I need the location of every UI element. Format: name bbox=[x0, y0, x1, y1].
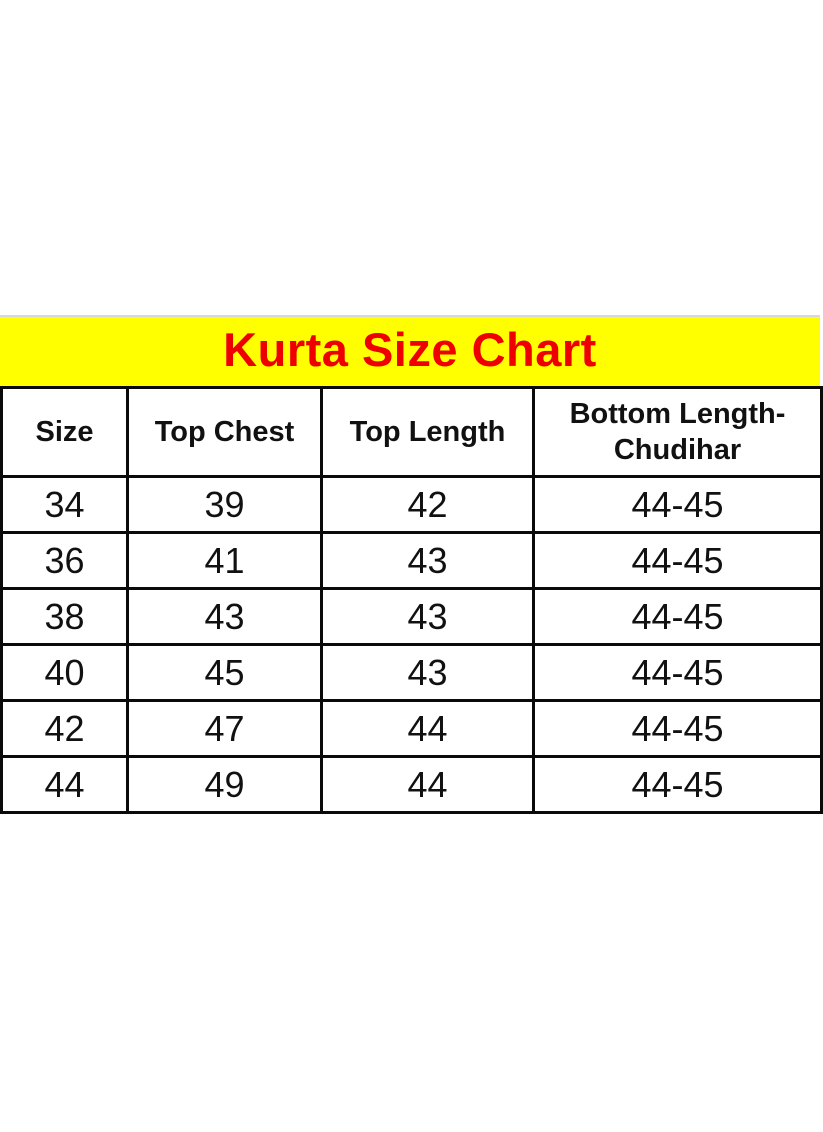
size-chart-image bbox=[0, 315, 820, 814]
cell-bottom-length: 44-45 bbox=[534, 477, 822, 533]
cell-top-length: 44 bbox=[322, 701, 534, 757]
cell-top-length: 43 bbox=[322, 533, 534, 589]
cell-top-chest: 47 bbox=[128, 701, 322, 757]
cell-size: 42 bbox=[2, 701, 128, 757]
cell-top-length: 42 bbox=[322, 477, 534, 533]
cell-bottom-length: 44-45 bbox=[534, 645, 822, 701]
cell-bottom-length: 44-45 bbox=[534, 701, 822, 757]
cell-size: 40 bbox=[2, 645, 128, 701]
table-header-row bbox=[2, 388, 822, 477]
table-row bbox=[2, 477, 822, 533]
table-row bbox=[2, 645, 822, 701]
cell-bottom-length: 44-45 bbox=[534, 757, 822, 813]
table-row bbox=[2, 533, 822, 589]
header-cell-top-length: Top Length bbox=[322, 388, 534, 477]
cell-size: 38 bbox=[2, 589, 128, 645]
cell-top-chest: 45 bbox=[128, 645, 322, 701]
table-row bbox=[2, 757, 822, 813]
cell-top-chest: 43 bbox=[128, 589, 322, 645]
table-row bbox=[2, 589, 822, 645]
cell-size: 34 bbox=[2, 477, 128, 533]
title-banner bbox=[0, 315, 820, 386]
cell-top-chest: 41 bbox=[128, 533, 322, 589]
header-cell-size: Size bbox=[2, 388, 128, 477]
cell-top-chest: 39 bbox=[128, 477, 322, 533]
table-row bbox=[2, 701, 822, 757]
cell-size: 36 bbox=[2, 533, 128, 589]
header-cell-top-chest: Top Chest bbox=[128, 388, 322, 477]
cell-bottom-length: 44-45 bbox=[534, 533, 822, 589]
cell-top-length: 44 bbox=[322, 757, 534, 813]
header-cell-bottom-length: Bottom Length-Chudihar bbox=[534, 388, 822, 477]
cell-size: 44 bbox=[2, 757, 128, 813]
cell-top-chest: 49 bbox=[128, 757, 322, 813]
size-table bbox=[0, 386, 823, 814]
cell-bottom-length: 44-45 bbox=[534, 589, 822, 645]
cell-top-length: 43 bbox=[322, 645, 534, 701]
chart-title: Kurta Size Chart bbox=[223, 323, 597, 376]
cell-top-length: 43 bbox=[322, 589, 534, 645]
